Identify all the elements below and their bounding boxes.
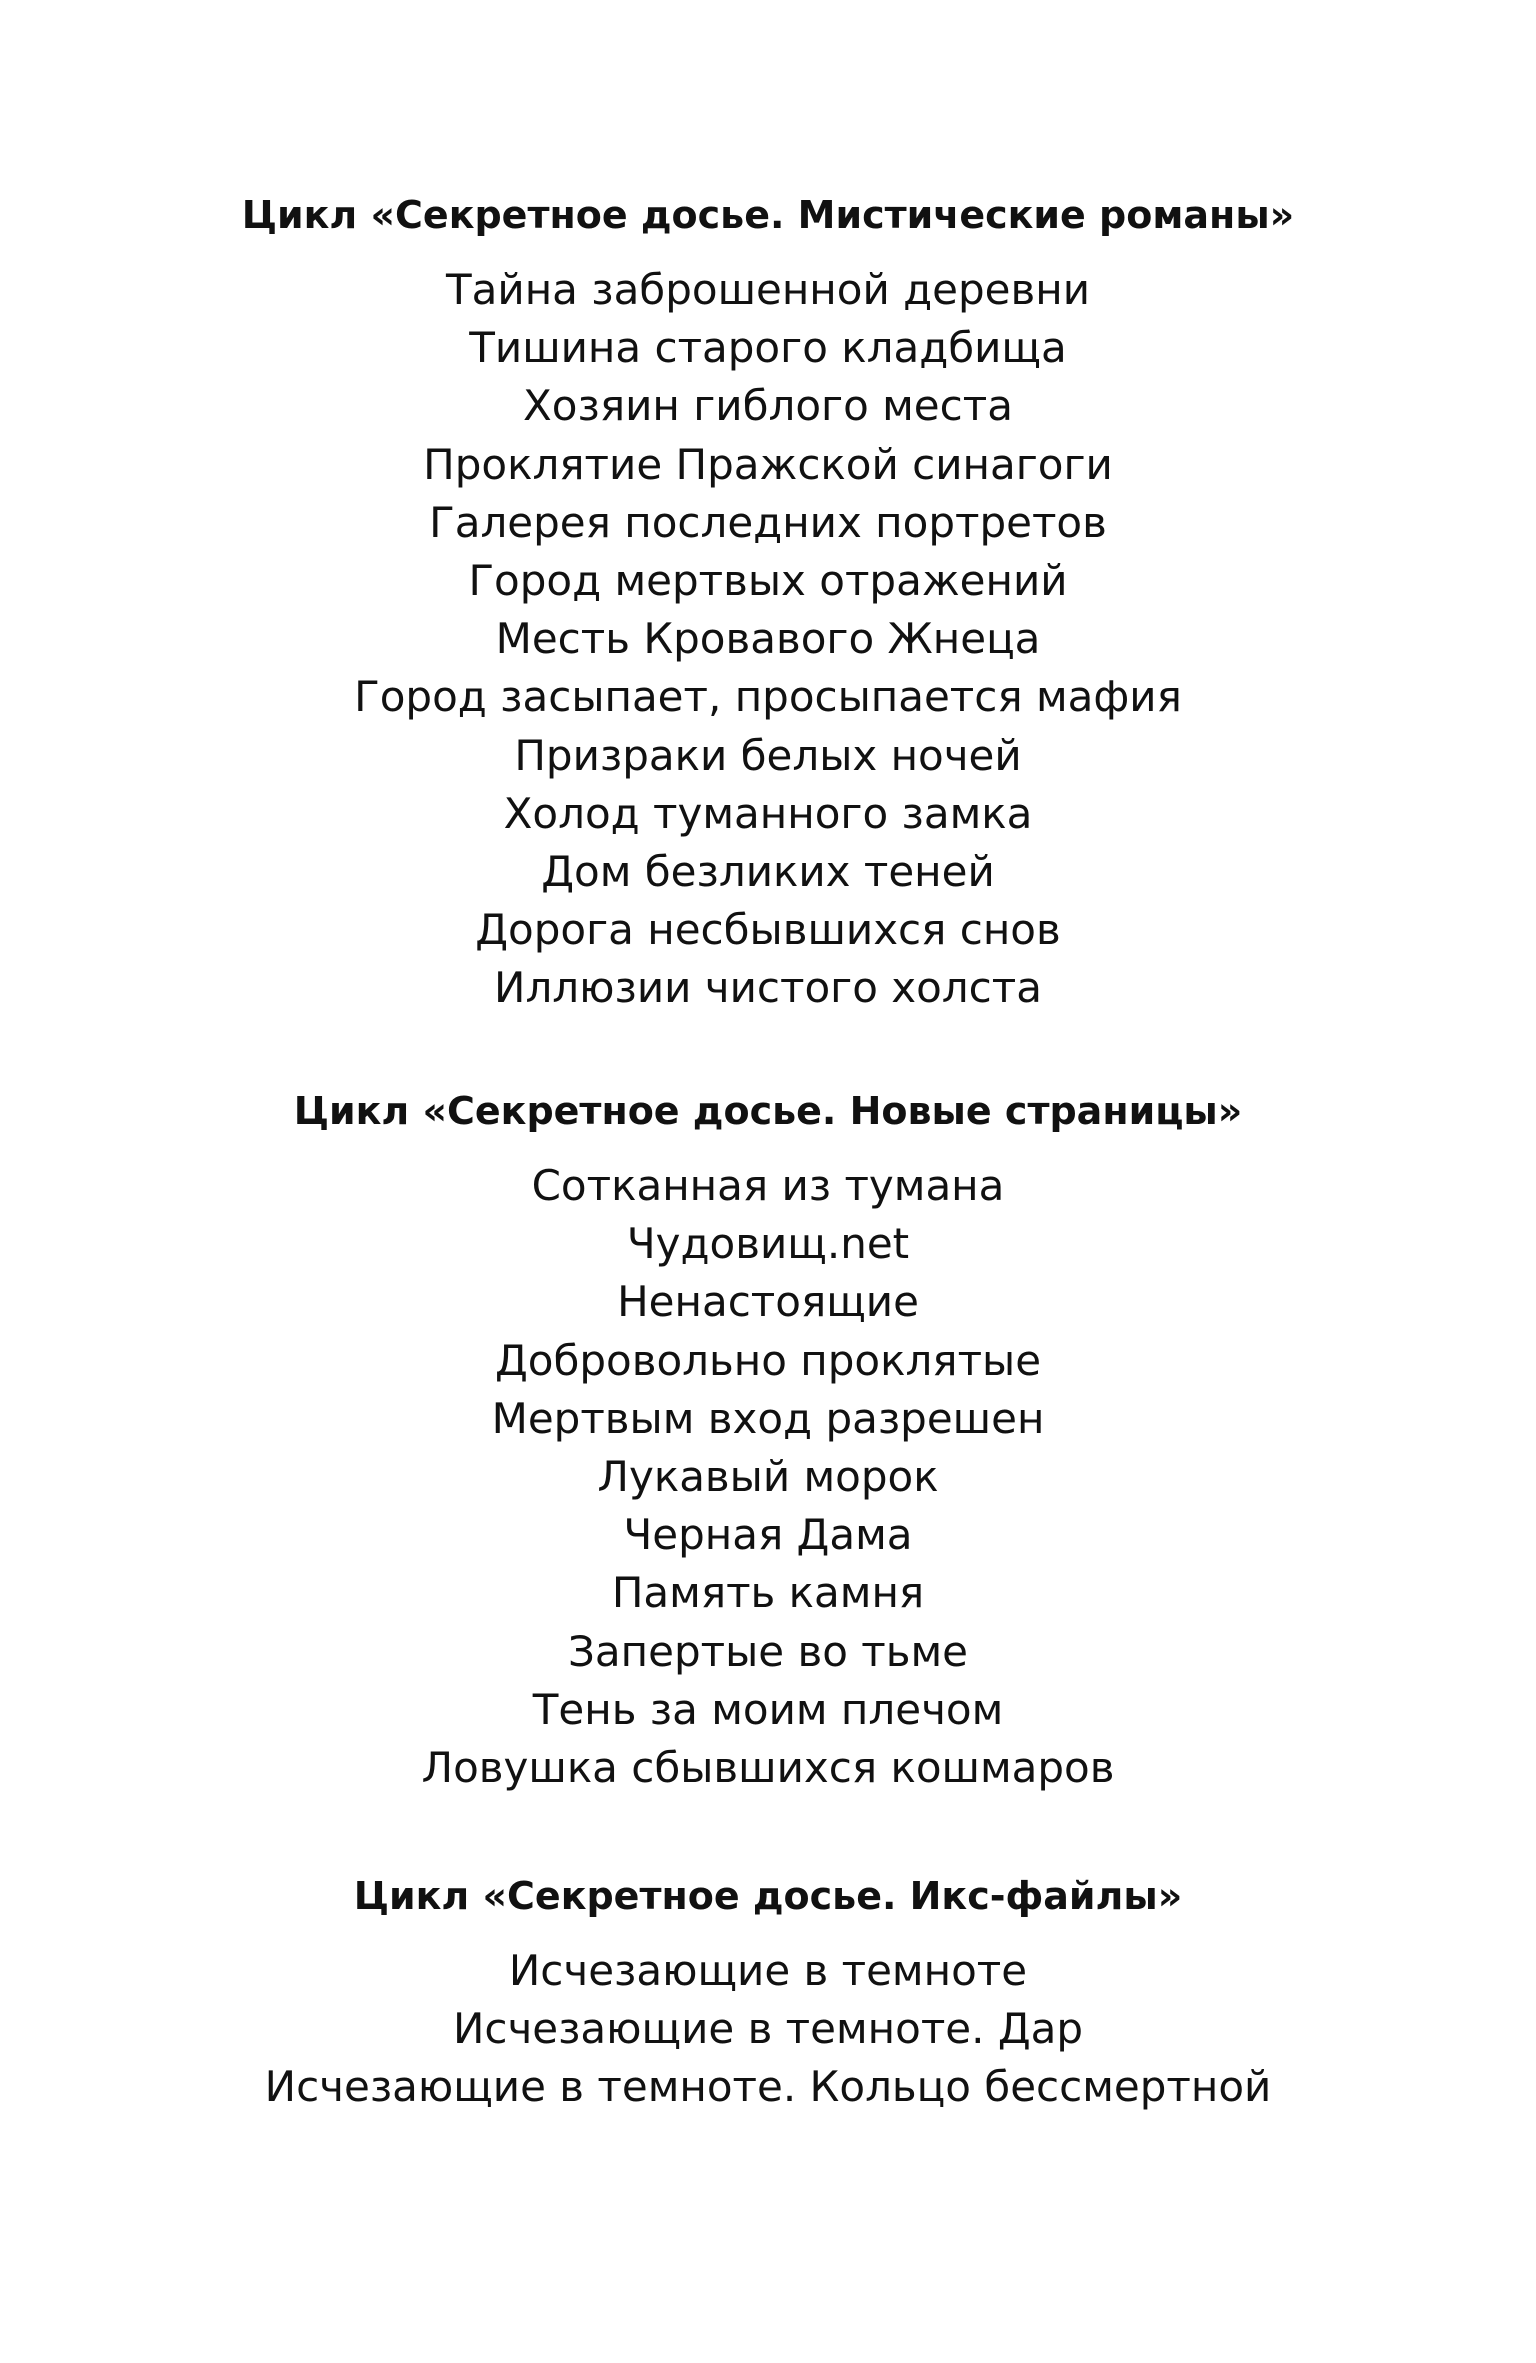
book-title: Холод туманного замка	[503, 788, 1033, 838]
book-title: Ненастоящие	[617, 1277, 919, 1327]
book-title: Исчезающие в темноте. Кольцо бессмертной	[264, 2062, 1272, 2112]
book-title: Тишина старого кладбища	[469, 323, 1067, 373]
book-title: Месть Кровавого Жнеца	[495, 614, 1041, 664]
book-title: Черная Дама	[623, 1510, 913, 1560]
book-title: Город засыпает, просыпается мафия	[354, 672, 1182, 722]
book-title: Память камня	[611, 1568, 925, 1618]
book-title: Иллюзии чистого холста	[494, 963, 1042, 1013]
book-title: Сотканная из тумана	[531, 1161, 1005, 1210]
book-title: Галерея последних портретов	[429, 497, 1107, 547]
series-title: Цикл «Секретное досье. Мистические романы»	[241, 193, 1295, 237]
series-section-x-files	[0, 1870, 1536, 2117]
book-title: Призраки белых ночей	[514, 730, 1022, 780]
book-title: Дом безликих теней	[541, 847, 995, 897]
book-title: Ловушка сбывшихся кошмаров	[421, 1743, 1115, 1793]
book-title: Лукавый морок	[597, 1452, 939, 1502]
book-title: Хозяин гиблого места	[523, 381, 1013, 431]
book-title: Город мертвых отражений	[468, 556, 1068, 606]
book-title: Исчезающие в темноте. Дар	[452, 2004, 1084, 2054]
book-list	[0, 1942, 1536, 2117]
book-title: Исчезающие в темноте	[508, 1946, 1028, 1995]
series-section-mystic-novels	[0, 189, 1536, 1018]
book-title: Проклятие Пражской синагоги	[423, 439, 1113, 489]
book-title: Чудовищ.net	[626, 1219, 910, 1269]
book-title: Тайна заброшенной деревни	[446, 265, 1090, 314]
book-list	[0, 1157, 1536, 1797]
book-title: Мертвым вход разрешен	[491, 1393, 1045, 1443]
book-list	[0, 261, 1536, 1018]
series-title: Цикл «Секретное досье. Новые страницы»	[293, 1089, 1243, 1133]
book-title: Добровольно проклятые	[494, 1335, 1042, 1385]
book-title: Тень за моим плечом	[532, 1684, 1004, 1734]
book-title: Дорога несбывшихся снов	[475, 905, 1061, 955]
series-section-new-pages	[0, 1085, 1536, 1797]
series-title: Цикл «Секретное досье. Икс-файлы»	[353, 1874, 1183, 1918]
book-title: Запертые во тьме	[568, 1626, 968, 1676]
